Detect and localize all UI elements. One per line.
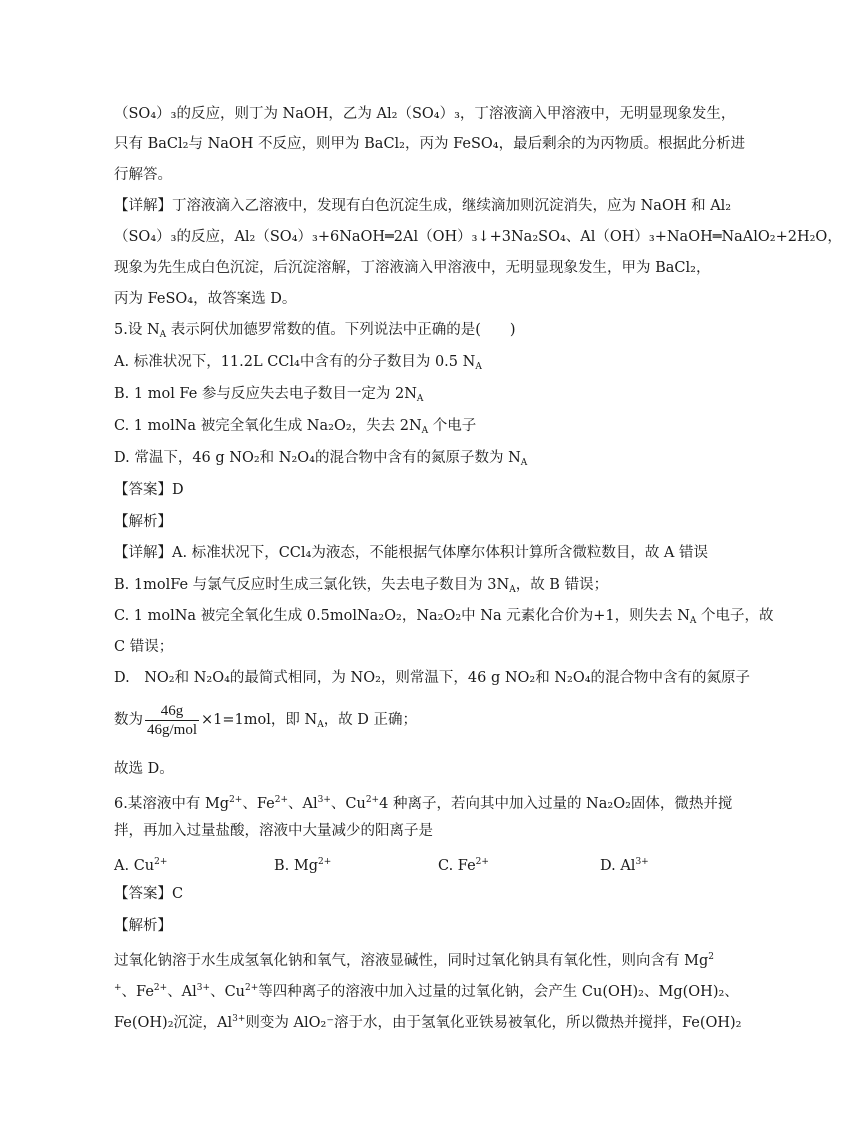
text-line: C. 1 molNa 被完全氧化生成 Na₂O₂，失去 $2N_A$ 个电子 — [114, 418, 477, 436]
text-line: 【答案】C — [114, 886, 184, 902]
text-line: （SO₄）₃的反应，则丁为 NaOH，乙为 Al₂（SO₄）₃，丁溶液滴入甲溶液中，无明显现象发生， — [114, 106, 736, 122]
text-line: +、$Fe^{2+}$、$Al^{3+}$、$Cu^{2+}$等四种离子的溶液中加入过量的过氧化钠，会产生 Cu(OH)₂、Mg(OH)₂、 — [114, 983, 739, 1000]
text-line: 行解答。 — [114, 167, 172, 183]
text-line: D. NO₂和 N₂O₄的最简式相同，为 NO₂，则常温下，46 g NO₂和 N₂O₄的混合物中含有的氮原子 — [114, 670, 751, 686]
text-line: C 错误； — [114, 639, 174, 655]
options-row — [0, 852, 794, 874]
text-line: Fe(OH)₂沉淀，$Al^{3+}$则变为 AlO₂⁻溶于水，由于氢氧化亚铁易被氧化，所以微热并搅拌，Fe(OH)₂ — [114, 1014, 742, 1031]
text-line: 现象为先生成白色沉淀，后沉淀溶解，丁溶液滴入甲溶液中，无明显现象发生，甲为 BaCl₂， — [114, 260, 711, 276]
text-line: 【详解】A. 标准状况下，CCl₄为液态，不能根据气体摩尔体积计算所含微粒数目，故 A 错误 — [114, 545, 709, 561]
option-a: A. $Cu^{2+}$ — [114, 857, 168, 874]
fraction: $\frac{46g}{\text{46g/mol}}$ — [147, 702, 198, 738]
text-line: D. 常温下，46 g NO₂和 N₂O₄的混合物中含有的氮原子数为 $N_A$ — [114, 450, 528, 468]
text-line: B. 1 mol Fe 参与反应失去电子数目一定为 $2N_A$ — [114, 386, 424, 404]
option-d: D. $Al^{3+}$ — [600, 857, 649, 874]
text-line: 丙为 FeSO₄，故答案选 D。 — [114, 291, 297, 307]
text-line: 只有 BaCl₂与 NaOH 不反应，则甲为 BaCl₂，丙为 FeSO₄，最后剩余的为丙物质。根据此分析进 — [114, 136, 746, 152]
text-line: A. 标准状况下，11.2L CCl₄中含有的分子数目为 0.5 $N_A$ — [114, 354, 482, 372]
text-line: 故选 D。 — [114, 761, 174, 777]
fraction-line: 数为 $\frac{46g}{\text{46g/mol}}$ ×1=1mol，即 $N_A$，故 D 正确； — [114, 702, 418, 738]
text-line: 6.某溶液中有 $Mg^{2+}$、$Fe^{2+}$、$Al^{3+}$、$Cu^{2+}4$ 种离子，若向其中加入过量的 Na₂O₂固体，微热并搅 — [114, 795, 733, 812]
option-b: B. $Mg^{2+}$ — [274, 857, 332, 874]
text-line: B. 1molFe 与氯气反应时生成三氯化铁，失去电子数目为 $3N_A$，故 B 错误； — [114, 577, 609, 595]
text-line: 【详解】丁溶液滴入乙溶液中，发现有白色沉淀生成，继续滴加则沉淀消失，应为 NaOH 和 Al₂ — [114, 198, 732, 214]
text-line: 过氧化钠溶于水生成氢氧化钠和氧气，溶液显碱性，同时过氧化钠具有氧化性，则向含有 Mg$^2$ — [114, 952, 714, 969]
option-c: C. $Fe^{2+}$ — [438, 857, 489, 874]
text-line: 【解析】 — [114, 918, 172, 934]
text-line: C. 1 molNa 被完全氧化生成 0.5molNa₂O₂，Na₂O₂中 Na 元素化合价为+1，则失去 $N_A$ 个电子，故 — [114, 608, 774, 626]
text-line: 【解析】 — [114, 514, 172, 530]
text-line: 拌，再加入过量盐酸，溶液中大量减少的阳离子是 — [114, 823, 433, 839]
text-line: （SO₄）₃的反应，Al₂（SO₄）₃+6NaOH═2Al（OH）₃↓+3Na₂SO₄、Al（OH）₃+NaOH═NaAlO₂+2H₂O， — [114, 229, 842, 245]
text-line: 【答案】D — [114, 482, 184, 498]
text-line: 5.设 $N_A$ 表示阿伏加德罗常数的值。下列说法中正确的是( ) — [114, 322, 516, 340]
